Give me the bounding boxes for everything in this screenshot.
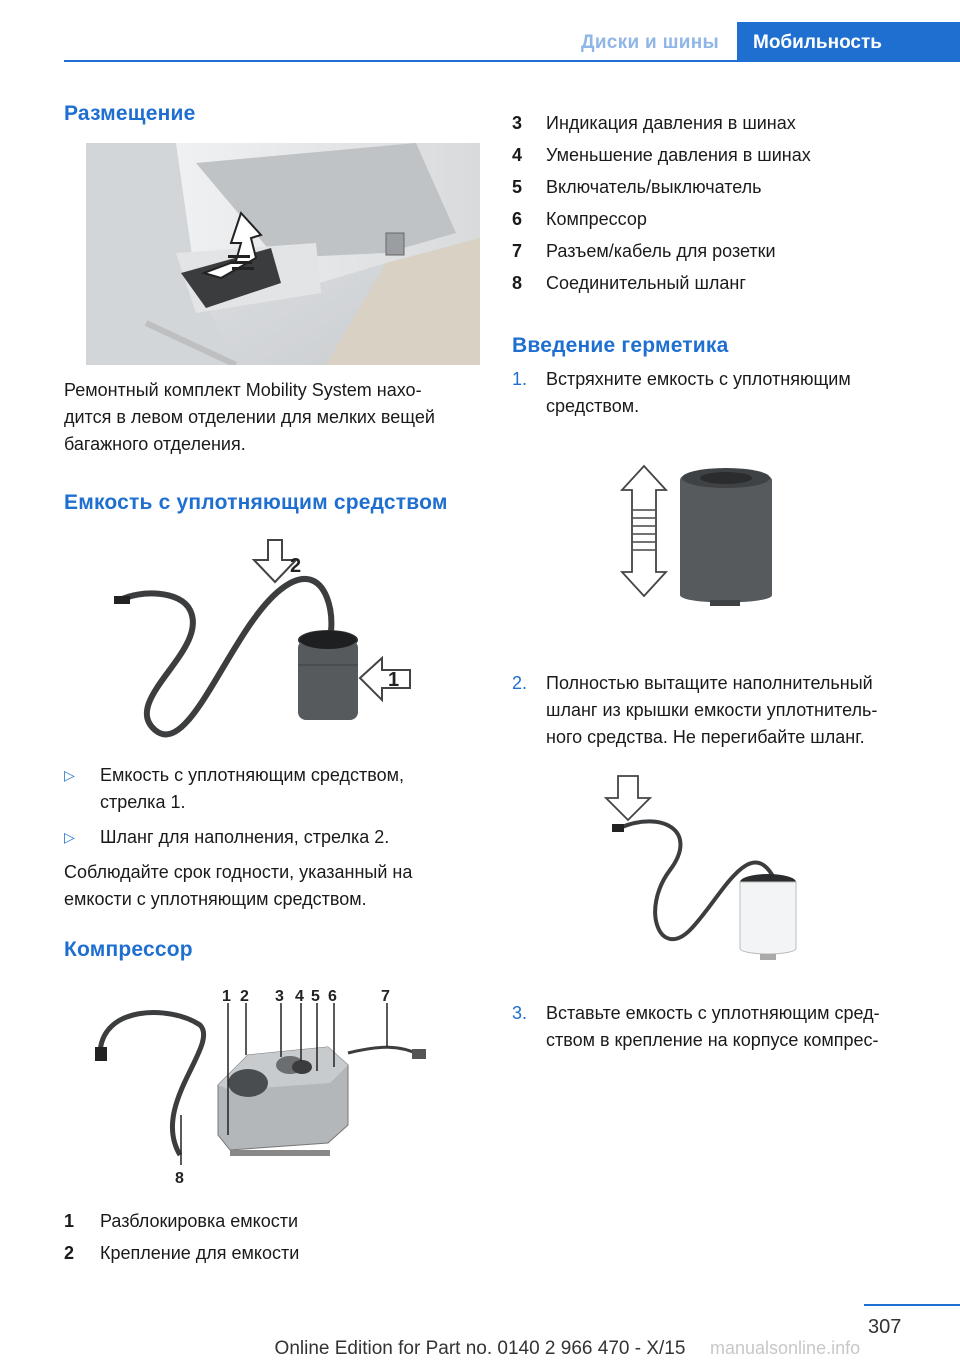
legend-item: [64, 1240, 484, 1272]
legend-text: Разблокировка емкости: [100, 1211, 299, 1231]
heading-placement: Размещение: [64, 102, 196, 125]
placement-paragraph: [64, 377, 484, 458]
legend-item: [512, 206, 932, 238]
step-text: Встряхните емкость с уплотняющим: [546, 369, 851, 389]
legend-number: 3: [512, 113, 523, 133]
callout-5: 5: [311, 988, 320, 1005]
bullet-text: Емкость с уплотняющим средством,: [100, 765, 404, 785]
step-text: ного средства. Не перегибайте шланг.: [546, 727, 865, 747]
legend-item: [512, 142, 932, 174]
legend-item: [512, 270, 932, 302]
compressor-legend-left: [64, 1208, 484, 1272]
expiry-line: Соблюдайте срок годности, указанный на: [64, 862, 413, 882]
legend-text: Крепление для емкости: [100, 1243, 300, 1263]
step-text: ством в крепление на корпусе компрес-: [546, 1030, 879, 1050]
arrow-left-icon: [360, 658, 410, 700]
legend-item: [512, 110, 932, 142]
arrow-label-2: 2: [290, 555, 302, 577]
callout-4: 4: [295, 988, 304, 1005]
legend-number: 8: [512, 273, 523, 293]
callout-7: 7: [381, 988, 390, 1005]
pull-hose-figure: [600, 770, 810, 965]
step-2: [512, 670, 932, 751]
callout-2: 2: [240, 988, 249, 1005]
bullet-item: [64, 762, 484, 816]
legend-item: [512, 174, 932, 206]
legend-number: 7: [512, 241, 523, 261]
placement-line-3: багажного отделения.: [64, 434, 246, 454]
legend-text: Компрессор: [546, 209, 647, 229]
legend-number: 1: [64, 1211, 75, 1231]
legend-number: 5: [512, 177, 523, 197]
compressor-figure: [90, 985, 430, 1185]
callout-1: 1: [222, 988, 231, 1005]
bullet-text: стрелка 1.: [100, 792, 186, 812]
compressor-legend-right: [512, 110, 932, 302]
step-number: 1.: [512, 369, 528, 389]
callout-6: 6: [328, 988, 337, 1005]
placement-line-2: дится в левом отделении для мелких вещей: [64, 407, 435, 427]
header-rule: [64, 60, 960, 62]
step-number: 2.: [512, 673, 528, 693]
legend-text: Включатель/выключатель: [546, 177, 762, 197]
step-text: средством.: [546, 396, 640, 416]
sealant-container-figure: [100, 530, 430, 740]
placement-line-1: Ремонтный комплект Mobility System нахо-: [64, 380, 422, 400]
legend-number: 2: [64, 1243, 75, 1263]
legend-number: 4: [512, 145, 523, 165]
bullet-list: [64, 762, 484, 913]
header-chapter-tab: Мобильность: [737, 22, 960, 62]
trunk-compartment-image: [86, 143, 480, 365]
heading-compressor: Компрессор: [64, 938, 193, 961]
bullet-text: Шланг для наполнения, стрелка 2.: [100, 827, 390, 847]
heading-container: Емкость с уплотняющим средством: [64, 491, 448, 514]
arrow-label-1: 1: [388, 669, 400, 691]
legend-text: Разъем/кабель для розетки: [546, 241, 776, 261]
bullet-marker-icon: ▷: [64, 767, 75, 783]
step-text: Полностью вытащите наполнительный: [546, 673, 873, 693]
hose-tip-icon: [114, 596, 130, 604]
step-number: 3.: [512, 1003, 528, 1023]
page-number: 307: [868, 1316, 902, 1338]
callout-8: 8: [175, 1170, 184, 1185]
sealant-container-icon: [680, 470, 772, 603]
expiry-line: емкости с уплотняющим средством.: [64, 889, 367, 909]
footer-rule: [864, 1304, 960, 1306]
header-section-tab: Диски и шины: [580, 32, 720, 53]
shake-arrow-icon: [622, 466, 666, 596]
watermark: manualsonline.info: [710, 1338, 861, 1358]
white-container-icon: [740, 882, 796, 954]
callout-3: 3: [275, 988, 284, 1005]
sealant-container-icon: [298, 640, 358, 720]
legend-item: [64, 1208, 484, 1240]
edition-note: Online Edition for Part no. 0140 2 966 470 - X/15: [274, 1338, 686, 1359]
step-3: [512, 1000, 932, 1054]
step-text: Вставьте емкость с уплотняющим сред-: [546, 1003, 880, 1023]
step-1: [512, 366, 932, 420]
legend-item: [512, 238, 932, 270]
legend-number: 6: [512, 209, 523, 229]
legend-text: Индикация давления в шинах: [546, 113, 796, 133]
expiry-paragraph: [64, 859, 484, 913]
bullet-marker-icon: ▷: [64, 829, 75, 845]
legend-text: Уменьшение давления в шинах: [546, 145, 811, 165]
step-text: шланг из крышки емкости уплотнитель-: [546, 700, 878, 720]
heading-sealant: Введение герметика: [512, 334, 729, 357]
shake-container-figure: [600, 460, 800, 615]
legend-text: Соединительный шланг: [546, 273, 746, 293]
arrow-down-icon: [606, 776, 650, 820]
bullet-item: [64, 824, 484, 851]
